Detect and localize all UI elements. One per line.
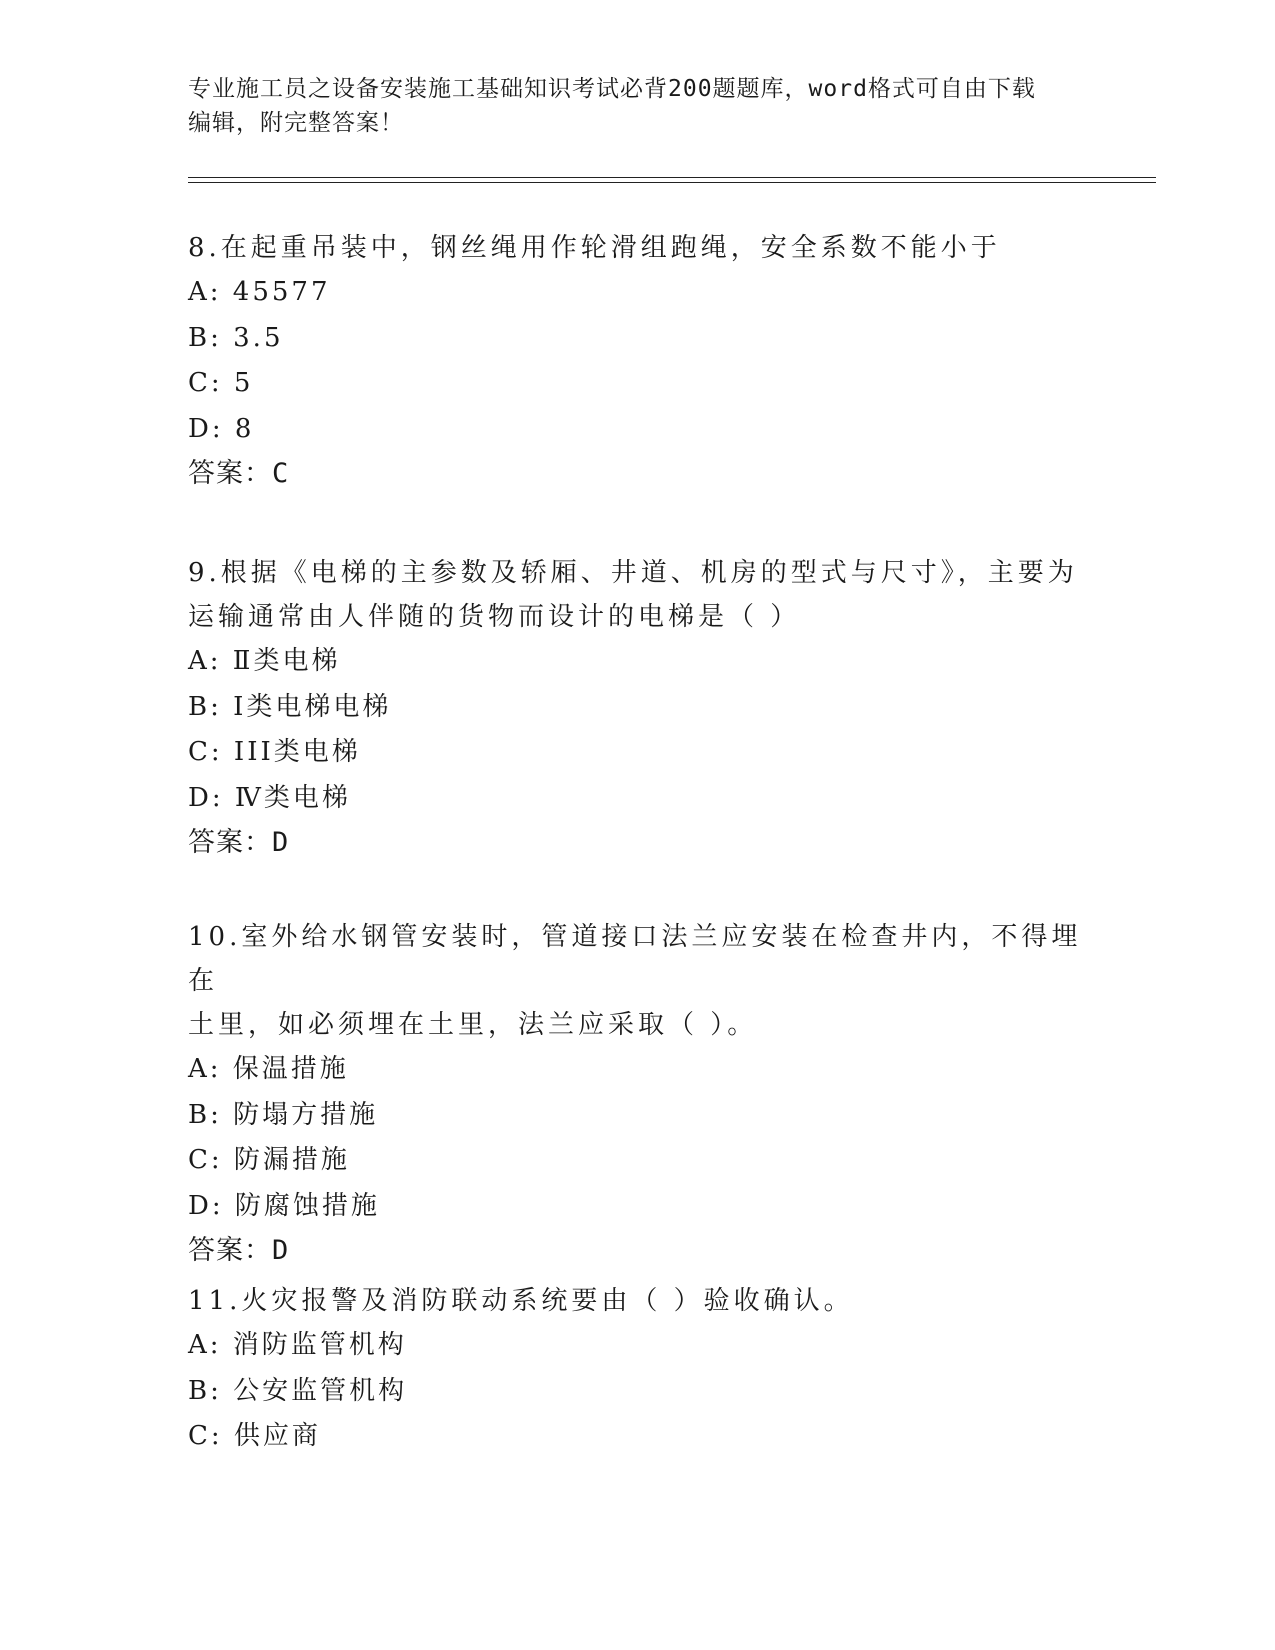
question-10 bbox=[188, 915, 1088, 1273]
option-d: D: 防腐蚀措施 bbox=[188, 1190, 380, 1221]
option-a: A: Ⅱ类电梯 bbox=[188, 646, 341, 676]
option-b: B: 3.5 bbox=[188, 322, 284, 353]
option-b: B: Ⅰ类电梯电梯 bbox=[188, 691, 392, 722]
header-divider-top bbox=[188, 177, 1156, 178]
header-line-2: 编辑，附完整答案！ bbox=[188, 110, 404, 136]
question-stem: 8.在起重吊装中，钢丝绳用作轮滑组跑绳，安全系数不能小于 bbox=[188, 233, 1001, 263]
question-stem-line-2: 土里，如必须埋在土里，法兰应采取（ ）。 bbox=[188, 1010, 758, 1040]
option-b: B: 公安监管机构 bbox=[188, 1375, 408, 1406]
document-header bbox=[188, 72, 1088, 140]
question-11 bbox=[188, 1279, 1088, 1460]
option-a: A: 保温措施 bbox=[188, 1054, 349, 1084]
option-c: C: 供应商 bbox=[188, 1421, 321, 1451]
question-8 bbox=[188, 226, 1088, 496]
question-stem-line-1: 10.室外给水钢管安装时，管道接口法兰应安装在检查井内，不得埋在 bbox=[188, 922, 1082, 996]
option-d: D: 8 bbox=[188, 413, 255, 444]
question-stem-line-2: 运输通常由人伴随的货物而设计的电梯是（ ） bbox=[188, 602, 801, 632]
answer: 答案：D bbox=[188, 827, 290, 858]
option-d: D: Ⅳ类电梯 bbox=[188, 782, 351, 813]
question-9 bbox=[188, 551, 1088, 865]
answer: 答案：D bbox=[188, 1235, 290, 1266]
option-b: B: 防塌方措施 bbox=[188, 1099, 379, 1130]
option-a: A: 消防监管机构 bbox=[188, 1330, 407, 1360]
option-c: C: III类电梯 bbox=[188, 737, 361, 767]
header-divider-bottom bbox=[188, 182, 1156, 183]
option-a: A: 45577 bbox=[188, 277, 331, 307]
option-c: C: 防漏措施 bbox=[188, 1145, 350, 1175]
header-line-1: 专业施工员之设备安装施工基础知识考试必背200题题库，word格式可自由下载 bbox=[188, 76, 1036, 102]
question-stem-line-1: 9.根据《电梯的主参数及轿厢、井道、机房的型式与尺寸》，主要为 bbox=[188, 558, 1078, 588]
question-stem: 11.火灾报警及消防联动系统要由（ ）验收确认。 bbox=[188, 1286, 854, 1316]
option-c: C: 5 bbox=[188, 368, 254, 398]
answer: 答案：C bbox=[188, 458, 290, 489]
